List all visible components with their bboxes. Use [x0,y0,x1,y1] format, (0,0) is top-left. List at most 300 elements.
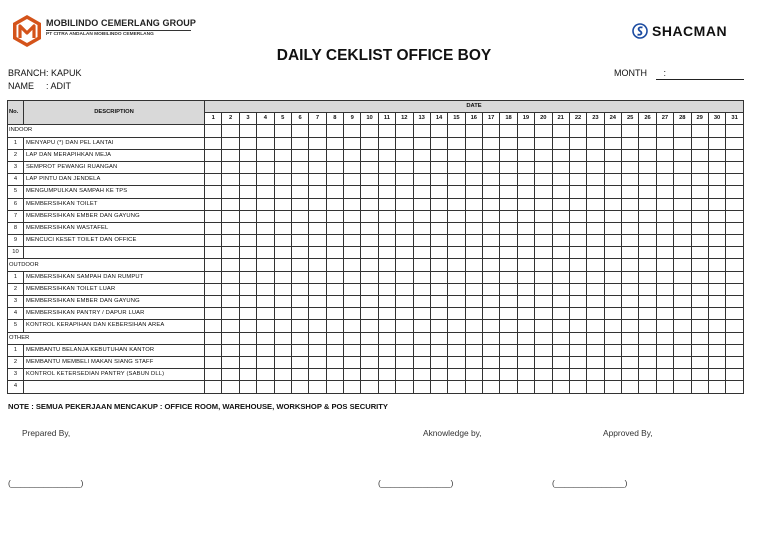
check-cell[interactable] [326,235,343,247]
check-cell[interactable] [639,320,656,332]
check-cell[interactable] [413,296,430,308]
check-cell[interactable] [222,308,239,320]
check-cell[interactable] [726,369,744,381]
check-cell[interactable] [309,137,326,149]
check-cell[interactable] [535,369,552,381]
check-cell[interactable] [587,320,604,332]
check-cell[interactable] [378,369,395,381]
check-cell[interactable] [500,271,517,283]
check-cell[interactable] [257,137,274,149]
check-cell[interactable] [239,198,256,210]
check-cell[interactable] [448,222,465,234]
check-cell[interactable] [205,271,222,283]
check-cell[interactable] [430,161,447,173]
check-cell[interactable] [239,186,256,198]
check-cell[interactable] [639,271,656,283]
check-cell[interactable] [674,198,691,210]
check-cell[interactable] [344,222,361,234]
check-cell[interactable] [674,161,691,173]
check-cell[interactable] [239,161,256,173]
check-cell[interactable] [604,381,621,393]
check-cell[interactable] [691,308,708,320]
check-cell[interactable] [430,381,447,393]
check-cell[interactable] [344,356,361,368]
check-cell[interactable] [569,381,586,393]
check-cell[interactable] [309,247,326,259]
check-cell[interactable] [726,186,744,198]
check-cell[interactable] [326,186,343,198]
check-cell[interactable] [622,222,639,234]
check-cell[interactable] [361,247,378,259]
check-cell[interactable] [465,235,482,247]
check-cell[interactable] [448,283,465,295]
check-cell[interactable] [604,271,621,283]
check-cell[interactable] [604,198,621,210]
check-cell[interactable] [656,161,673,173]
check-cell[interactable] [326,247,343,259]
check-cell[interactable] [396,381,413,393]
check-cell[interactable] [517,210,534,222]
check-cell[interactable] [361,356,378,368]
check-cell[interactable] [535,320,552,332]
check-cell[interactable] [569,186,586,198]
check-cell[interactable] [569,222,586,234]
check-cell[interactable] [587,283,604,295]
check-cell[interactable] [448,369,465,381]
check-cell[interactable] [430,344,447,356]
check-cell[interactable] [639,149,656,161]
check-cell[interactable] [708,161,725,173]
check-cell[interactable] [465,247,482,259]
check-cell[interactable] [535,247,552,259]
check-cell[interactable] [535,210,552,222]
check-cell[interactable] [587,137,604,149]
check-cell[interactable] [291,308,308,320]
check-cell[interactable] [222,137,239,149]
check-cell[interactable] [430,186,447,198]
check-cell[interactable] [326,271,343,283]
check-cell[interactable] [708,186,725,198]
check-cell[interactable] [622,344,639,356]
check-cell[interactable] [569,210,586,222]
check-cell[interactable] [726,320,744,332]
check-cell[interactable] [378,283,395,295]
check-cell[interactable] [500,283,517,295]
check-cell[interactable] [291,247,308,259]
check-cell[interactable] [326,174,343,186]
check-cell[interactable] [552,186,569,198]
check-cell[interactable] [569,271,586,283]
check-cell[interactable] [726,271,744,283]
check-cell[interactable] [396,369,413,381]
check-cell[interactable] [708,308,725,320]
check-cell[interactable] [691,137,708,149]
check-cell[interactable] [552,149,569,161]
check-cell[interactable] [465,296,482,308]
check-cell[interactable] [726,283,744,295]
check-cell[interactable] [309,283,326,295]
check-cell[interactable] [378,247,395,259]
check-cell[interactable] [604,174,621,186]
check-cell[interactable] [430,308,447,320]
check-cell[interactable] [274,161,291,173]
check-cell[interactable] [517,198,534,210]
check-cell[interactable] [378,320,395,332]
check-cell[interactable] [674,296,691,308]
check-cell[interactable] [517,381,534,393]
check-cell[interactable] [430,271,447,283]
check-cell[interactable] [361,381,378,393]
check-cell[interactable] [517,344,534,356]
check-cell[interactable] [465,308,482,320]
check-cell[interactable] [274,320,291,332]
check-cell[interactable] [517,283,534,295]
check-cell[interactable] [587,247,604,259]
check-cell[interactable] [674,308,691,320]
check-cell[interactable] [691,356,708,368]
check-cell[interactable] [326,369,343,381]
check-cell[interactable] [552,356,569,368]
check-cell[interactable] [413,283,430,295]
check-cell[interactable] [309,296,326,308]
check-cell[interactable] [448,320,465,332]
check-cell[interactable] [396,308,413,320]
check-cell[interactable] [674,283,691,295]
check-cell[interactable] [344,149,361,161]
check-cell[interactable] [708,369,725,381]
check-cell[interactable] [274,344,291,356]
check-cell[interactable] [257,235,274,247]
check-cell[interactable] [726,381,744,393]
check-cell[interactable] [656,344,673,356]
check-cell[interactable] [239,149,256,161]
check-cell[interactable] [222,344,239,356]
check-cell[interactable] [552,174,569,186]
check-cell[interactable] [535,149,552,161]
check-cell[interactable] [222,161,239,173]
check-cell[interactable] [535,235,552,247]
check-cell[interactable] [535,271,552,283]
check-cell[interactable] [708,356,725,368]
check-cell[interactable] [361,235,378,247]
check-cell[interactable] [587,308,604,320]
check-cell[interactable] [622,356,639,368]
check-cell[interactable] [569,283,586,295]
check-cell[interactable] [257,369,274,381]
check-cell[interactable] [396,198,413,210]
check-cell[interactable] [239,174,256,186]
check-cell[interactable] [535,356,552,368]
check-cell[interactable] [430,320,447,332]
check-cell[interactable] [239,222,256,234]
check-cell[interactable] [239,137,256,149]
check-cell[interactable] [309,222,326,234]
check-cell[interactable] [361,271,378,283]
check-cell[interactable] [726,247,744,259]
check-cell[interactable] [309,174,326,186]
check-cell[interactable] [274,222,291,234]
check-cell[interactable] [604,369,621,381]
check-cell[interactable] [708,137,725,149]
check-cell[interactable] [691,222,708,234]
check-cell[interactable] [465,198,482,210]
check-cell[interactable] [396,356,413,368]
check-cell[interactable] [326,222,343,234]
check-cell[interactable] [604,137,621,149]
check-cell[interactable] [483,296,500,308]
check-cell[interactable] [344,174,361,186]
check-cell[interactable] [430,149,447,161]
check-cell[interactable] [691,149,708,161]
check-cell[interactable] [205,222,222,234]
check-cell[interactable] [622,161,639,173]
check-cell[interactable] [239,210,256,222]
check-cell[interactable] [552,369,569,381]
check-cell[interactable] [396,149,413,161]
check-cell[interactable] [656,174,673,186]
check-cell[interactable] [500,174,517,186]
check-cell[interactable] [483,247,500,259]
check-cell[interactable] [257,222,274,234]
check-cell[interactable] [257,198,274,210]
check-cell[interactable] [587,356,604,368]
check-cell[interactable] [361,137,378,149]
check-cell[interactable] [205,356,222,368]
check-cell[interactable] [344,296,361,308]
check-cell[interactable] [726,161,744,173]
check-cell[interactable] [378,344,395,356]
check-cell[interactable] [535,174,552,186]
check-cell[interactable] [622,235,639,247]
check-cell[interactable] [483,174,500,186]
check-cell[interactable] [361,186,378,198]
check-cell[interactable] [552,271,569,283]
check-cell[interactable] [326,137,343,149]
check-cell[interactable] [396,283,413,295]
check-cell[interactable] [708,198,725,210]
check-cell[interactable] [361,149,378,161]
check-cell[interactable] [656,369,673,381]
check-cell[interactable] [691,369,708,381]
check-cell[interactable] [465,161,482,173]
check-cell[interactable] [309,271,326,283]
check-cell[interactable] [708,210,725,222]
check-cell[interactable] [430,247,447,259]
check-cell[interactable] [274,210,291,222]
check-cell[interactable] [309,356,326,368]
check-cell[interactable] [604,222,621,234]
check-cell[interactable] [430,210,447,222]
check-cell[interactable] [552,308,569,320]
check-cell[interactable] [274,174,291,186]
check-cell[interactable] [569,198,586,210]
check-cell[interactable] [448,271,465,283]
check-cell[interactable] [465,222,482,234]
check-cell[interactable] [691,283,708,295]
check-cell[interactable] [674,344,691,356]
check-cell[interactable] [639,137,656,149]
check-cell[interactable] [257,161,274,173]
check-cell[interactable] [465,283,482,295]
check-cell[interactable] [656,186,673,198]
check-cell[interactable] [205,369,222,381]
check-cell[interactable] [361,174,378,186]
check-cell[interactable] [500,186,517,198]
check-cell[interactable] [309,161,326,173]
check-cell[interactable] [535,308,552,320]
check-cell[interactable] [708,344,725,356]
check-cell[interactable] [274,271,291,283]
check-cell[interactable] [569,320,586,332]
check-cell[interactable] [274,149,291,161]
check-cell[interactable] [517,369,534,381]
check-cell[interactable] [483,161,500,173]
check-cell[interactable] [274,247,291,259]
check-cell[interactable] [569,174,586,186]
check-cell[interactable] [257,271,274,283]
check-cell[interactable] [483,137,500,149]
check-cell[interactable] [656,356,673,368]
check-cell[interactable] [378,174,395,186]
check-cell[interactable] [483,356,500,368]
check-cell[interactable] [257,381,274,393]
check-cell[interactable] [413,308,430,320]
check-cell[interactable] [326,149,343,161]
check-cell[interactable] [622,198,639,210]
check-cell[interactable] [239,235,256,247]
check-cell[interactable] [465,320,482,332]
check-cell[interactable] [378,271,395,283]
check-cell[interactable] [274,296,291,308]
check-cell[interactable] [205,320,222,332]
check-cell[interactable] [535,296,552,308]
check-cell[interactable] [587,210,604,222]
check-cell[interactable] [378,235,395,247]
check-cell[interactable] [361,369,378,381]
check-cell[interactable] [344,271,361,283]
check-cell[interactable] [396,296,413,308]
check-cell[interactable] [274,369,291,381]
check-cell[interactable] [344,210,361,222]
check-cell[interactable] [639,369,656,381]
check-cell[interactable] [413,235,430,247]
check-cell[interactable] [430,296,447,308]
check-cell[interactable] [222,247,239,259]
check-cell[interactable] [726,198,744,210]
check-cell[interactable] [656,308,673,320]
check-cell[interactable] [691,247,708,259]
check-cell[interactable] [396,222,413,234]
check-cell[interactable] [569,296,586,308]
check-cell[interactable] [517,320,534,332]
check-cell[interactable] [726,210,744,222]
check-cell[interactable] [500,296,517,308]
check-cell[interactable] [239,369,256,381]
check-cell[interactable] [291,296,308,308]
check-cell[interactable] [622,296,639,308]
check-cell[interactable] [483,149,500,161]
check-cell[interactable] [587,222,604,234]
check-cell[interactable] [309,210,326,222]
check-cell[interactable] [205,186,222,198]
check-cell[interactable] [604,320,621,332]
check-cell[interactable] [326,308,343,320]
check-cell[interactable] [500,247,517,259]
check-cell[interactable] [517,356,534,368]
check-cell[interactable] [517,271,534,283]
check-cell[interactable] [309,235,326,247]
check-cell[interactable] [465,271,482,283]
check-cell[interactable] [517,161,534,173]
check-cell[interactable] [726,296,744,308]
check-cell[interactable] [205,296,222,308]
check-cell[interactable] [465,381,482,393]
check-cell[interactable] [222,149,239,161]
check-cell[interactable] [344,308,361,320]
check-cell[interactable] [639,308,656,320]
check-cell[interactable] [465,174,482,186]
check-cell[interactable] [691,235,708,247]
check-cell[interactable] [500,356,517,368]
check-cell[interactable] [274,356,291,368]
check-cell[interactable] [291,320,308,332]
check-cell[interactable] [656,381,673,393]
check-cell[interactable] [326,320,343,332]
check-cell[interactable] [344,137,361,149]
check-cell[interactable] [222,235,239,247]
check-cell[interactable] [396,161,413,173]
check-cell[interactable] [344,381,361,393]
check-cell[interactable] [604,186,621,198]
check-cell[interactable] [726,356,744,368]
check-cell[interactable] [656,210,673,222]
check-cell[interactable] [448,137,465,149]
check-cell[interactable] [448,149,465,161]
check-cell[interactable] [309,186,326,198]
check-cell[interactable] [291,161,308,173]
check-cell[interactable] [430,174,447,186]
check-cell[interactable] [222,210,239,222]
check-cell[interactable] [483,186,500,198]
check-cell[interactable] [222,198,239,210]
check-cell[interactable] [257,344,274,356]
check-cell[interactable] [500,198,517,210]
check-cell[interactable] [413,356,430,368]
check-cell[interactable] [587,198,604,210]
check-cell[interactable] [708,271,725,283]
check-cell[interactable] [587,344,604,356]
check-cell[interactable] [483,381,500,393]
check-cell[interactable] [587,369,604,381]
check-cell[interactable] [500,369,517,381]
check-cell[interactable] [708,320,725,332]
check-cell[interactable] [483,198,500,210]
check-cell[interactable] [691,296,708,308]
check-cell[interactable] [587,161,604,173]
check-cell[interactable] [517,174,534,186]
check-cell[interactable] [344,235,361,247]
check-cell[interactable] [396,247,413,259]
check-cell[interactable] [239,247,256,259]
check-cell[interactable] [291,174,308,186]
check-cell[interactable] [396,320,413,332]
check-cell[interactable] [291,381,308,393]
check-cell[interactable] [257,149,274,161]
check-cell[interactable] [430,283,447,295]
check-cell[interactable] [239,381,256,393]
check-cell[interactable] [222,356,239,368]
check-cell[interactable] [552,381,569,393]
